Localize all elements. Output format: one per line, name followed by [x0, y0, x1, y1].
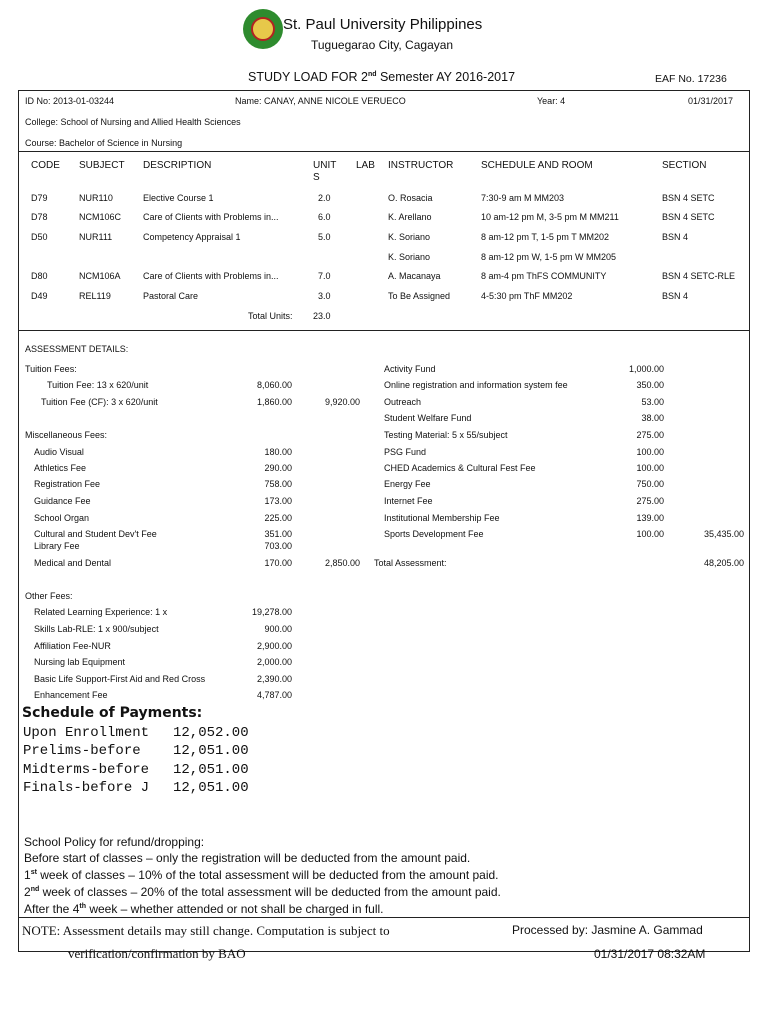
subject-description: Care of Clients with Problems in...: [143, 271, 279, 281]
subject-schedule: 8 am-12 pm W, 1-5 pm W MM205: [481, 252, 617, 262]
fee-label: Athletics Fee: [34, 463, 87, 473]
fee-amount: 351.00: [264, 529, 292, 539]
subject-code: D78: [31, 212, 48, 222]
subject-name: NCM106A: [79, 271, 121, 281]
total-units-value: 23.0: [313, 311, 331, 321]
document-title: STUDY LOAD FOR 2nd Semester AY 2016-2017: [248, 70, 516, 84]
fee-label: Student Welfare Fund: [384, 413, 472, 423]
subject-instructor: K. Soriano: [388, 252, 431, 262]
policy-line: 1st week of classes – 10% of the total assessment will be deducted from the amount paid.: [24, 868, 499, 882]
subject-instructor: To Be Assigned: [388, 291, 451, 301]
subject-schedule: 4-5:30 pm ThF MM202: [481, 291, 573, 301]
fee-amount: 139.00: [636, 513, 664, 523]
subject-section: BSN 4 SETC: [662, 212, 715, 222]
note-text-continued: verification/confirmation by BAO: [68, 946, 246, 961]
fee-amount: 750.00: [636, 479, 664, 489]
fee-label: Medical and Dental: [34, 558, 112, 568]
fee-label: Internet Fee: [384, 496, 433, 506]
col-header-section: SECTION: [662, 160, 707, 171]
payment-amount: 12,051.00: [173, 762, 249, 778]
subject-description: Competency Appraisal 1: [143, 232, 241, 242]
student-course: Course: Bachelor of Science in Nursing: [25, 138, 183, 148]
fee-label: Testing Material: 5 x 55/subject: [384, 430, 508, 440]
fee-label: Tuition Fee (CF): 3 x 620/unit: [41, 397, 158, 407]
fee-label: CHED Academics & Cultural Fest Fee: [384, 463, 536, 473]
divider-footer: [18, 917, 750, 918]
payment-label: Upon Enrollment: [23, 725, 150, 741]
subject-name: NUR110: [79, 193, 113, 203]
fee-amount: 4,787.00: [256, 690, 292, 700]
subject-description: Care of Clients with Problems in...: [143, 212, 279, 222]
policy-line: 2nd week of classes – 20% of the total assessment will be deducted from the amount paid.: [24, 885, 501, 899]
fee-label: Guidance Fee: [34, 496, 91, 506]
divider-assessment: [18, 330, 750, 331]
subject-schedule: 10 am-12 pm M, 3-5 pm M MM211: [481, 212, 619, 222]
fee-amount: 225.00: [264, 513, 292, 523]
university-seal-logo: [243, 9, 283, 49]
fee-label: Online registration and information system fee: [384, 380, 568, 390]
eaf-number: EAF No. 17236: [655, 73, 727, 85]
processed-timestamp: 01/31/2017 08:32AM: [594, 947, 706, 961]
subject-name: REL119: [79, 291, 111, 301]
total-assessment-value: 48,205.00: [703, 558, 744, 568]
fee-amount: 170.00: [264, 558, 292, 568]
col-header-instructor: INSTRUCTOR: [388, 160, 454, 171]
fee-amount: 290.00: [264, 463, 292, 473]
fee-label: Skills Lab-RLE: 1 x 900/subject: [34, 624, 159, 634]
col-header-schedule: SCHEDULE AND ROOM: [481, 160, 593, 171]
other-fees-subtotal: 35,435.00: [703, 529, 744, 539]
fee-label: School Organ: [34, 513, 90, 523]
fee-label: Basic Life Support-First Aid and Red Cross: [34, 674, 206, 684]
subject-instructor: K. Soriano: [388, 232, 431, 242]
assessment-title: ASSESSMENT DETAILS:: [25, 344, 129, 354]
subject-schedule: 8 am-12 pm T, 1-5 pm T MM202: [481, 232, 610, 242]
col-header-units-wrap: S: [313, 172, 320, 183]
subject-code: D80: [31, 271, 48, 281]
fee-label: Energy Fee: [384, 479, 431, 489]
payment-amount: 12,052.00: [173, 725, 249, 741]
subject-units: 5.0: [318, 232, 331, 242]
enrollment-date: 01/31/2017: [688, 96, 734, 106]
subject-code: D79: [31, 193, 48, 203]
other-fees-label: Other Fees:: [25, 591, 73, 601]
fee-label: Institutional Membership Fee: [384, 513, 500, 523]
frame-right-line: [749, 90, 750, 952]
col-header-lab: LAB: [356, 160, 375, 171]
fee-amount: 2,900.00: [256, 641, 292, 651]
student-college: College: School of Nursing and Allied Health Sciences: [25, 117, 241, 127]
payment-amount: 12,051.00: [173, 780, 249, 796]
subject-units: 2.0: [318, 193, 331, 203]
fee-label: Outreach: [384, 397, 422, 407]
payment-label: Midterms-before: [23, 762, 150, 778]
fee-amount: 53.00: [641, 397, 664, 407]
fee-label: Tuition Fee: 13 x 620/unit: [47, 380, 149, 390]
payments-title: Schedule of Payments:: [22, 705, 203, 721]
policy-line: After the 4th week – whether attended or not shall be charged in full.: [24, 902, 384, 916]
subject-name: NUR111: [79, 232, 113, 242]
fee-label: Library Fee: [34, 541, 80, 551]
fee-label: Affiliation Fee-NUR: [34, 641, 111, 651]
fee-amount: 8,060.00: [256, 380, 292, 390]
fee-amount: 1,860.00: [256, 397, 292, 407]
policy-title: School Policy for refund/dropping:: [24, 835, 205, 849]
col-header-description: DESCRIPTION: [143, 160, 212, 171]
subject-instructor: A. Macanaya: [388, 271, 441, 281]
fee-label: Cultural and Student Dev't Fee: [34, 529, 157, 539]
fee-label: Nursing lab Equipment: [34, 657, 126, 667]
payment-amount: 12,051.00: [173, 743, 249, 759]
student-id: ID No: 2013-01-03244: [25, 96, 115, 106]
col-header-units: UNIT: [313, 160, 337, 171]
col-header-code: CODE: [31, 160, 60, 171]
subject-section: BSN 4 SETC: [662, 193, 715, 203]
university-name: St. Paul University Philippines: [283, 16, 483, 33]
subject-description: Elective Course 1: [143, 193, 214, 203]
misc-subtotal: 2,850.00: [324, 558, 360, 568]
frame-left-line: [18, 90, 19, 952]
subject-section: BSN 4: [662, 232, 689, 242]
fee-label: Audio Visual: [34, 447, 84, 457]
subject-schedule: 7:30-9 am M MM203: [481, 193, 565, 203]
fee-amount: 758.00: [264, 479, 292, 489]
subject-units: 7.0: [318, 271, 331, 281]
fee-amount: 19,278.00: [251, 607, 292, 617]
subject-units: 3.0: [318, 291, 331, 301]
frame-top-line: [18, 90, 750, 91]
fee-label: Related Learning Experience: 1 x: [34, 607, 168, 617]
tuition-label: Tuition Fees:: [25, 364, 77, 374]
divider-subject-header: [18, 151, 750, 152]
fee-amount: 275.00: [636, 430, 664, 440]
fee-label: Sports Development Fee: [384, 529, 484, 539]
fee-amount: 2,000.00: [256, 657, 292, 667]
fee-amount: 900.00: [264, 624, 292, 634]
subject-code: D50: [31, 232, 48, 242]
subject-description: Pastoral Care: [143, 291, 199, 301]
misc-label: Miscellaneous Fees:: [25, 430, 108, 440]
fee-amount: 100.00: [636, 529, 664, 539]
fee-amount: 100.00: [636, 447, 664, 457]
fee-amount: 350.00: [636, 380, 664, 390]
subject-section: BSN 4 SETC-RLE: [662, 271, 736, 281]
policy-line: Before start of classes – only the registration will be deducted from the amount paid.: [24, 851, 471, 865]
fee-amount: 100.00: [636, 463, 664, 473]
payment-label: Finals-before J: [23, 780, 150, 796]
payment-label: Prelims-before: [23, 743, 141, 759]
fee-label: PSG Fund: [384, 447, 427, 457]
fee-label: Enhancement Fee: [34, 690, 108, 700]
total-assessment-label: Total Assessment:: [374, 558, 447, 568]
subject-units: 6.0: [318, 212, 331, 222]
fee-amount: 703.00: [264, 541, 292, 551]
fee-amount: 1,000.00: [628, 364, 664, 374]
processed-by: Processed by: Jasmine A. Gammad: [512, 923, 703, 937]
total-units-label: Total Units:: [248, 311, 293, 321]
subject-instructor: K. Arellano: [388, 212, 432, 222]
subject-code: D49: [31, 291, 48, 301]
tuition-subtotal: 9,920.00: [324, 397, 360, 407]
subject-name: NCM106C: [79, 212, 122, 222]
fee-label: Activity Fund: [384, 364, 436, 374]
fee-amount: 275.00: [636, 496, 664, 506]
student-year: Year: 4: [537, 96, 566, 106]
fee-amount: 180.00: [264, 447, 292, 457]
note-text: NOTE: Assessment details may still change. Computation is subject to: [22, 923, 390, 938]
student-name: Name: CANAY, ANNE NICOLE VERUECO: [235, 96, 406, 106]
fee-label: Registration Fee: [34, 479, 101, 489]
fee-amount: 173.00: [264, 496, 292, 506]
col-header-subject: SUBJECT: [79, 160, 125, 171]
university-location: Tuguegarao City, Cagayan: [311, 38, 454, 52]
fee-amount: 2,390.00: [256, 674, 292, 684]
subject-section: BSN 4: [662, 291, 689, 301]
subject-instructor: O. Rosacia: [388, 193, 433, 203]
fee-amount: 38.00: [641, 413, 664, 423]
subject-schedule: 8 am-4 pm ThFS COMMUNITY: [481, 271, 607, 281]
